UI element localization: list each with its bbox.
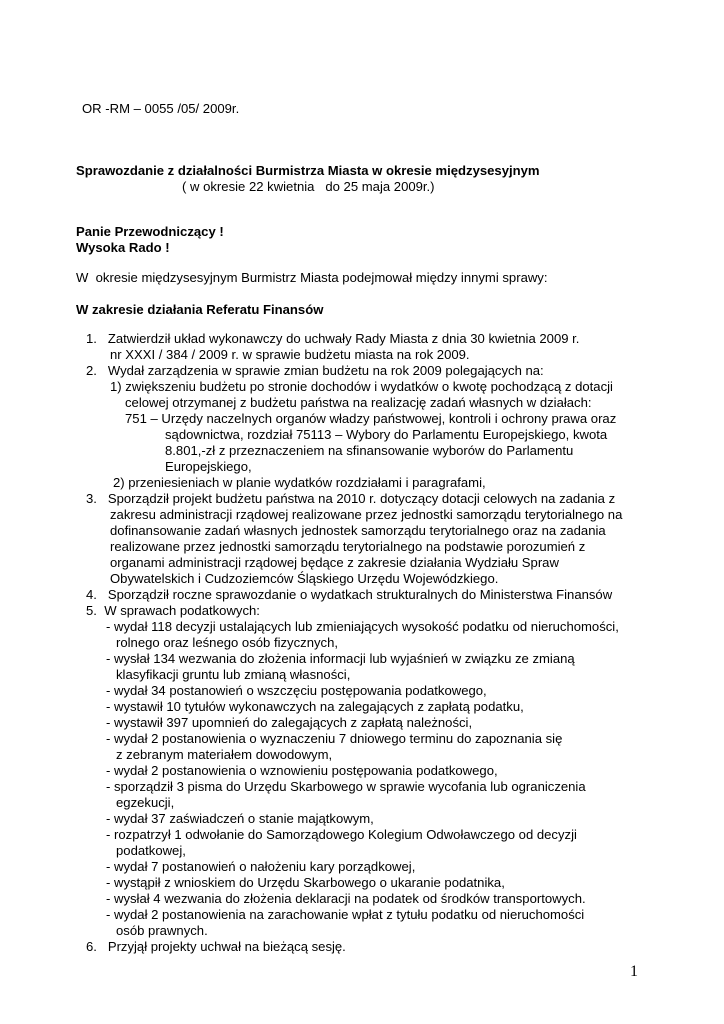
body-line: dofinansowanie zadań własnych jednostek samorządu terytorialnego oraz na zadania <box>110 523 606 538</box>
body-line: egzekucji, <box>116 795 175 810</box>
body-line: 4. Sporządził roczne sprawozdanie o wydatkach strukturalnych do Ministerstwa Finansów <box>86 587 613 602</box>
body-line: - rozpatrzył 1 odwołanie do Samorządowego Kolegium Odwoławczego od decyzji <box>106 827 577 842</box>
body-line: rolnego oraz leśnego osób fizycznych, <box>116 635 338 650</box>
body-line: - wydał 34 postanowień o wszczęciu postępowania podatkowego, <box>106 683 487 698</box>
body-line: - wydał 2 postanowienia o wznowieniu postępowania podatkowego, <box>106 763 498 778</box>
body-line: osób prawnych. <box>116 923 208 938</box>
body-line: z zebranym materiałem dowodowym, <box>116 747 333 762</box>
body-line: 2. Wydał zarządzenia w sprawie zmian budżetu na rok 2009 polegających na: <box>86 363 544 378</box>
report-title: Sprawozdanie z działalności Burmistrza Miasta w okresie międzysesyjnym <box>76 163 540 178</box>
body-line: - wydał 7 postanowień o nałożeniu kary porządkowej, <box>106 859 416 874</box>
body-line: - wydał 2 postanowienia o wyznaczeniu 7 dniowego terminu do zapoznania się <box>106 731 563 746</box>
salutation-council: Wysoka Rado ! <box>76 240 170 255</box>
body-line: organami administracji rządowej będące z zakresie działania Wydziału Spraw <box>110 555 559 570</box>
body-line: klasyfikacji gruntu lub zmianą własności, <box>116 667 351 682</box>
body-line: podatkowej, <box>116 843 186 858</box>
body-line: - wydał 2 postanowienia na zarachowanie wpłat z tytułu podatku od nieruchomości <box>106 907 585 922</box>
body-line: Obywatelskich i Cudzoziemców Śląskiego Urzędu Wojewódzkiego. <box>110 571 499 586</box>
body-line: - wystawił 397 upomnień do zalegających z zapłatą należności, <box>106 715 473 730</box>
body-line: sądownictwa, rozdział 75113 – Wybory do Parlamentu Europejskiego, kwota <box>165 427 608 442</box>
body-line: 2) przeniesieniach w planie wydatków rozdziałami i paragrafami, <box>113 475 486 490</box>
body-line: - wydał 37 zaświadczeń o stanie majątkowym, <box>106 811 374 826</box>
body-line: 3. Sporządził projekt budżetu państwa na 2010 r. dotyczący dotacji celowych na zadania z <box>86 491 616 506</box>
salutation-chair: Panie Przewodniczący ! <box>76 224 224 239</box>
intro-paragraph: W okresie międzysesyjnym Burmistrz Miasta podejmował między innymi sprawy: <box>76 270 548 285</box>
body-line: - wystawił 10 tytułów wykonawczych na zalegających z zapłatą podatku, <box>106 699 524 714</box>
body-line: - sporządził 3 pisma do Urzędu Skarbowego w sprawie wycofania lub ograniczenia <box>106 779 586 794</box>
body-line: - wydał 118 decyzji ustalających lub zmieniających wysokość podatku od nieruchomości, <box>106 619 619 634</box>
body-line: 5. W sprawach podatkowych: <box>86 603 260 618</box>
body-line: - wysłał 134 wezwania do złożenia informacji lub wyjaśnień w związku ze zmianą <box>106 651 575 666</box>
document-reference: OR -RM – 0055 /05/ 2009r. <box>82 101 240 116</box>
body-line: 1. Zatwierdził układ wykonawczy do uchwały Rady Miasta z dnia 30 kwietnia 2009 r. <box>86 331 580 346</box>
body-line: 751 – Urzędy naczelnych organów władzy państwowej, kontroli i ochrony prawa oraz <box>125 411 617 426</box>
body-line: 1) zwiększeniu budżetu po stronie dochodów i wydatków o kwotę pochodzącą z dotacji <box>110 379 613 394</box>
report-period: ( w okresie 22 kwietnia do 25 maja 2009r.) <box>182 179 435 194</box>
page-number: 1 <box>630 963 638 980</box>
body-line: Europejskiego, <box>165 459 252 474</box>
body-line: 8.801,-zł z przeznaczeniem na sfinansowanie wyborów do Parlamentu <box>165 443 574 458</box>
body-line: - wystąpił z wnioskiem do Urzędu Skarbowego o ukaranie podatnika, <box>106 875 505 890</box>
body-line: realizowane przez jednostki samorządu terytorialnego na podstawie porozumień z <box>110 539 586 554</box>
body-line: zakresu administracji rządowej realizowane przez jednostki samorządu terytorialnego na <box>110 507 623 522</box>
body-line: 6. Przyjął projekty uchwał na bieżącą sesję. <box>86 939 346 954</box>
body-line: celowej otrzymanej z budżetu państwa na realizację zadań własnych w działach: <box>125 395 592 410</box>
section-heading: W zakresie działania Referatu Finansów <box>76 302 324 317</box>
body-line: nr XXXI / 384 / 2009 r. w sprawie budżetu miasta na rok 2009. <box>110 347 470 362</box>
body-line: - wysłał 4 wezwania do złożenia deklaracji na podatek od środków transportowych. <box>106 891 586 906</box>
